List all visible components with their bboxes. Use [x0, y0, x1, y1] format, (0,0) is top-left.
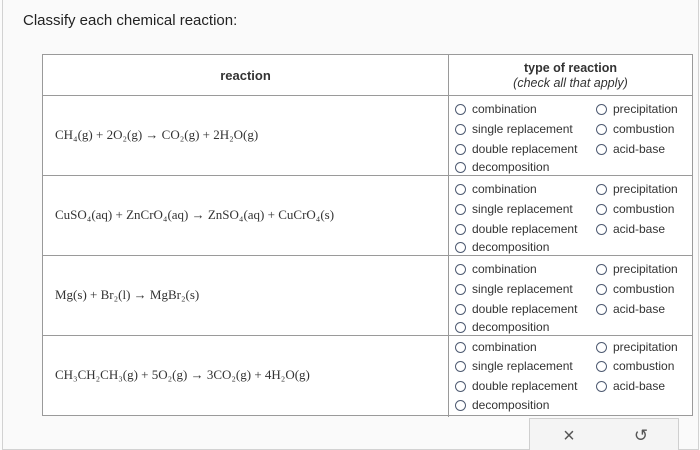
option-label: combustion [613, 282, 675, 296]
radio-circle[interactable] [596, 284, 607, 295]
option-acid-base[interactable] [596, 140, 665, 158]
reaction-equation: CH₄(g) + 2O₂(g) → CO₂(g) + 2H₂O(g) [55, 127, 259, 142]
option-precipitation[interactable] [596, 180, 678, 198]
radio-circle[interactable] [596, 104, 607, 115]
radio-circle[interactable] [455, 204, 466, 215]
option-combustion[interactable] [596, 280, 674, 298]
option-double-replacement[interactable] [455, 220, 577, 238]
option-single-replacement[interactable] [455, 200, 573, 218]
option-label: single replacement [472, 359, 573, 373]
reaction-row-3 [43, 255, 692, 335]
radio-circle[interactable] [596, 224, 607, 235]
radio-circle[interactable] [455, 284, 466, 295]
option-label: combination [472, 262, 537, 276]
reaction-equation: CuSO₄(aq) + ZnCrO₄(aq) → ZnSO₄(aq) + CuCrO₄(s) [55, 207, 335, 222]
radio-circle[interactable] [455, 381, 466, 392]
option-label: double replacement [472, 379, 578, 393]
reaction-row-1 [43, 95, 692, 175]
option-label: combustion [613, 359, 675, 373]
classification-table [42, 54, 693, 416]
radio-circle[interactable] [455, 184, 466, 195]
reaction-row-4 [43, 335, 692, 415]
radio-circle[interactable] [455, 144, 466, 155]
undo-icon: ↺ [633, 426, 649, 445]
option-single-replacement[interactable] [455, 120, 573, 138]
radio-circle[interactable] [455, 124, 466, 135]
option-label: acid-base [613, 142, 666, 156]
radio-circle[interactable] [596, 381, 607, 392]
reaction-equation: Mg(s) + Br₂(l) → MgBr₂(s) [55, 287, 200, 302]
option-label: acid-base [613, 302, 666, 316]
question-prompt: Classify each chemical reaction: [23, 12, 238, 29]
option-acid-base[interactable] [596, 377, 665, 395]
radio-circle[interactable] [596, 342, 607, 353]
option-double-replacement[interactable] [455, 377, 577, 395]
option-label: double replacement [472, 222, 578, 236]
radio-circle[interactable] [596, 204, 607, 215]
radio-circle[interactable] [596, 304, 607, 315]
option-combustion[interactable] [596, 200, 674, 218]
reaction-equation: CH₃CH₂CH₃(g) + 5O₂(g) → 3CO₂(g) + 4H₂O(g) [55, 367, 310, 382]
option-combustion[interactable] [596, 120, 674, 138]
option-label: single replacement [472, 122, 573, 136]
type-column-header [449, 61, 692, 91]
radio-circle[interactable] [455, 242, 466, 253]
radio-circle[interactable] [596, 184, 607, 195]
close-icon: × [563, 424, 575, 447]
answer-actions [529, 418, 679, 450]
option-label: combination [472, 340, 537, 354]
radio-circle[interactable] [455, 322, 466, 333]
option-combination[interactable] [455, 100, 537, 118]
option-label: double replacement [472, 142, 578, 156]
option-label: single replacement [472, 282, 573, 296]
option-label: precipitation [613, 182, 678, 196]
option-label: double replacement [472, 302, 578, 316]
option-label: decomposition [472, 240, 550, 254]
option-label: combustion [613, 122, 675, 136]
option-precipitation[interactable] [596, 338, 678, 356]
option-label: acid-base [613, 222, 666, 236]
option-decomposition[interactable] [455, 158, 549, 176]
option-double-replacement[interactable] [455, 140, 577, 158]
radio-circle[interactable] [596, 361, 607, 372]
option-label: combination [472, 102, 537, 116]
reaction-row-2 [43, 175, 692, 255]
radio-circle[interactable] [455, 342, 466, 353]
option-combustion[interactable] [596, 357, 674, 375]
option-decomposition[interactable] [455, 318, 549, 336]
option-single-replacement[interactable] [455, 280, 573, 298]
radio-circle[interactable] [596, 144, 607, 155]
radio-circle[interactable] [455, 400, 466, 411]
option-label: precipitation [613, 262, 678, 276]
radio-circle[interactable] [455, 264, 466, 275]
option-label: precipitation [613, 102, 678, 116]
radio-circle[interactable] [455, 361, 466, 372]
option-decomposition[interactable] [455, 238, 549, 256]
option-combination[interactable] [455, 260, 537, 278]
type-header-subtitle: (check all that apply) [513, 76, 628, 90]
option-label: decomposition [472, 398, 550, 412]
reset-button[interactable] [629, 425, 653, 447]
option-acid-base[interactable] [596, 300, 665, 318]
radio-circle[interactable] [455, 162, 466, 173]
option-single-replacement[interactable] [455, 357, 573, 375]
option-double-replacement[interactable] [455, 300, 577, 318]
option-label: combination [472, 182, 537, 196]
type-header-title: type of reaction [523, 61, 618, 75]
radio-circle[interactable] [455, 224, 466, 235]
reaction-column-header: reaction [220, 67, 271, 83]
radio-circle[interactable] [455, 304, 466, 315]
option-label: decomposition [472, 320, 550, 334]
option-label: combustion [613, 202, 675, 216]
option-decomposition[interactable] [455, 396, 549, 414]
option-combination[interactable] [455, 338, 537, 356]
radio-circle[interactable] [596, 264, 607, 275]
option-label: decomposition [472, 160, 550, 174]
option-label: acid-base [613, 379, 666, 393]
option-acid-base[interactable] [596, 220, 665, 238]
clear-button[interactable] [557, 425, 581, 447]
radio-circle[interactable] [455, 104, 466, 115]
option-label: single replacement [472, 202, 573, 216]
option-label: precipitation [613, 340, 678, 354]
option-precipitation[interactable] [596, 260, 678, 278]
radio-circle[interactable] [596, 124, 607, 135]
option-precipitation[interactable] [596, 100, 678, 118]
option-combination[interactable] [455, 180, 537, 198]
